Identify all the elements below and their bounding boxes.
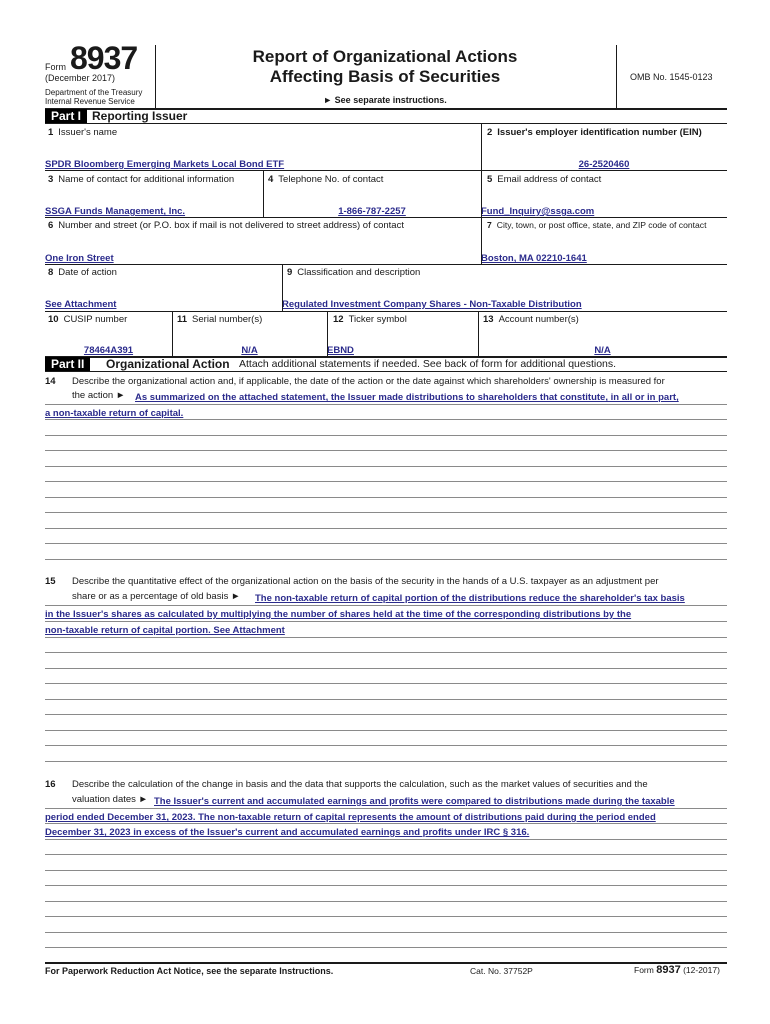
q16-ruled-line [45, 839, 727, 840]
ticker-value[interactable]: EBND [327, 345, 354, 356]
q15-ruled-line [45, 605, 727, 606]
form-number: 8937 [70, 40, 138, 76]
q15-answer-line1[interactable]: The non-taxable return of capital portion of the distributions reduce the shareholder's tax basis [255, 593, 685, 604]
q14-ruled-line [45, 543, 727, 544]
q16-answer-line2[interactable]: period ended December 31, 2023. The non-taxable return of capital represents the amount of distributions paid during the period ended [45, 812, 656, 823]
q16-text2: valuation dates ► [72, 794, 148, 805]
q15-ruled-line [45, 668, 727, 669]
field-7-label: 7 City, town, or post office, state, and ZIP code of contact [487, 220, 707, 230]
city-value[interactable]: Boston, MA 02210-1641 [481, 253, 587, 264]
field-12-label: 12 Ticker symbol [333, 314, 407, 325]
q14-ruled-line [45, 419, 727, 420]
part1-title: Reporting Issuer [92, 109, 188, 123]
q15-text1: Describe the quantitative effect of the organizational action on the basis of the security in the hands of a U.S. taxpayer as an adjustment per [72, 576, 659, 587]
street-value[interactable]: One Iron Street [45, 253, 114, 264]
q15-ruled-line [45, 745, 727, 746]
field-1-label: 1 Issuer's name [48, 127, 118, 138]
q16-ruled-line [45, 947, 727, 948]
form-word: Form [45, 62, 66, 72]
date-of-action-value[interactable]: See Attachment [45, 299, 117, 310]
serial-value[interactable]: N/A [241, 345, 258, 356]
form-title-line2: Affecting Basis of Securities [269, 67, 501, 86]
account-value[interactable]: N/A [594, 345, 611, 356]
q14-ruled-line [45, 466, 727, 467]
row5-divider-c [478, 312, 479, 357]
field-9-label: 9 Classification and description [287, 267, 421, 278]
row2-rule [45, 217, 727, 218]
q14-answer-line2[interactable]: a non-taxable return of capital. [45, 408, 184, 419]
cusip-value[interactable]: 78464A391 [83, 345, 134, 356]
issuer-name-value[interactable]: SPDR Bloomberg Emerging Markets Local Bond ETF [45, 159, 285, 170]
q14-ruled-line [45, 559, 727, 560]
row1-rule [45, 170, 727, 171]
row3-rule [45, 264, 727, 265]
q15-ruled-line [45, 621, 727, 622]
omb-number: OMB No. 1545-0123 [630, 72, 713, 82]
field-2-label: 2 Issuer's employer identification number (EIN) [487, 127, 702, 138]
row1-divider [481, 124, 482, 170]
footer-notice: For Paperwork Reduction Act Notice, see the separate Instructions. [45, 966, 334, 976]
q14-text2: the action ► [72, 390, 126, 401]
row4-divider [282, 265, 283, 311]
q14-answer-line1[interactable]: As summarized on the attached statement, the Issuer made distributions to shareholders that constitute, in all or in part, [135, 392, 679, 403]
field-13-label: 13 Account number(s) [483, 314, 579, 325]
dept-line1: Department of the Treasury [45, 88, 143, 97]
q16-ruled-line [45, 870, 727, 871]
row5-divider-b [327, 312, 328, 357]
header-divider-left [155, 45, 156, 108]
footer-form-id: Form 8937 (12-2017) [634, 964, 720, 976]
form-header [0, 0, 770, 108]
q15-ruled-line [45, 730, 727, 731]
q16-ruled-line [45, 808, 727, 809]
q14-ruled-line [45, 404, 727, 405]
row2-divider-a [263, 171, 264, 217]
field-5-label: 5 Email address of contact [487, 174, 602, 185]
q14-number: 14 [45, 376, 56, 387]
field-3-label: 3 Name of contact for additional information [48, 174, 235, 185]
form-title-line1: Report of Organizational Actions [252, 47, 518, 66]
q15-answer-line2[interactable]: in the Issuer's shares as calculated by multiplying the number of shares held at the time of the corresponding distributions by the [45, 609, 632, 620]
field-6-label: 6 Number and street (or P.O. box if mail is not delivered to street address) of contact [48, 220, 404, 231]
part2-title: Organizational Action [106, 357, 230, 371]
q16-ruled-line [45, 932, 727, 933]
q15-number: 15 [45, 576, 56, 587]
telephone-value[interactable]: 1-866-787-2257 [338, 206, 406, 217]
row4-rule [45, 311, 727, 312]
q15-ruled-line [45, 714, 727, 715]
q14-ruled-line [45, 528, 727, 529]
q16-ruled-line [45, 901, 727, 902]
q16-answer-line3[interactable]: December 31, 2023 in excess of the Issuer's current and accumulated earnings and profits under IRC § 316. [45, 827, 530, 838]
field-4-label: 4 Telephone No. of contact [268, 174, 384, 185]
part1-tag: Part I [45, 109, 87, 123]
field-8-label: 8 Date of action [48, 267, 117, 278]
ein-value[interactable]: 26-2520460 [578, 159, 630, 170]
q16-ruled-line [45, 823, 727, 824]
part2-title-rule [45, 371, 727, 372]
classification-value[interactable]: Regulated Investment Company Shares - Non-Taxable Distribution [282, 299, 582, 310]
instructions-note: ► See separate instructions. [323, 95, 447, 105]
row2-divider-b [481, 171, 482, 217]
q15-answer-line3[interactable]: non-taxable return of capital portion. See Attachment [45, 625, 285, 636]
q14-text1: Describe the organizational action and, if applicable, the date of the action or the date against which shareholders' ownership is measured for [72, 376, 665, 387]
part2-subtitle: Attach additional statements if needed. See back of form for additional questions. [239, 358, 617, 370]
part1-title-rule [45, 123, 727, 124]
contact-name-value[interactable]: SSGA Funds Management, Inc. [45, 206, 186, 217]
header-divider-right [616, 45, 617, 108]
q16-number: 16 [45, 779, 56, 790]
q15-ruled-line [45, 637, 727, 638]
q15-ruled-line [45, 652, 727, 653]
q15-ruled-line [45, 683, 727, 684]
q15-ruled-line [45, 761, 727, 762]
q15-text2: share or as a percentage of old basis ► [72, 591, 241, 602]
form-revision: (December 2017) [45, 73, 116, 83]
q14-ruled-line [45, 512, 727, 513]
q14-ruled-line [45, 450, 727, 451]
dept-line2: Internal Revenue Service [45, 97, 135, 106]
row3-divider [481, 218, 482, 264]
q14-ruled-line [45, 497, 727, 498]
q16-ruled-line [45, 916, 727, 917]
q15-ruled-line [45, 699, 727, 700]
field-11-label: 11 Serial number(s) [177, 314, 263, 325]
q16-answer-line1[interactable]: The Issuer's current and accumulated earnings and profits were compared to distributions made during the taxable [154, 796, 675, 807]
q14-ruled-line [45, 435, 727, 436]
footer-rule [45, 962, 727, 964]
email-value[interactable]: Fund_Inquiry@ssga.com [481, 206, 595, 217]
q16-ruled-line [45, 854, 727, 855]
q14-ruled-line [45, 481, 727, 482]
row5-divider-a [172, 312, 173, 357]
part2-tag: Part II [45, 357, 90, 371]
footer-cat-number: Cat. No. 37752P [470, 966, 533, 976]
q16-ruled-line [45, 885, 727, 886]
q16-text1: Describe the calculation of the change in basis and the data that supports the calculation, such as the market values of securities and the [72, 779, 648, 790]
field-10-label: 10 CUSIP number [48, 314, 128, 325]
